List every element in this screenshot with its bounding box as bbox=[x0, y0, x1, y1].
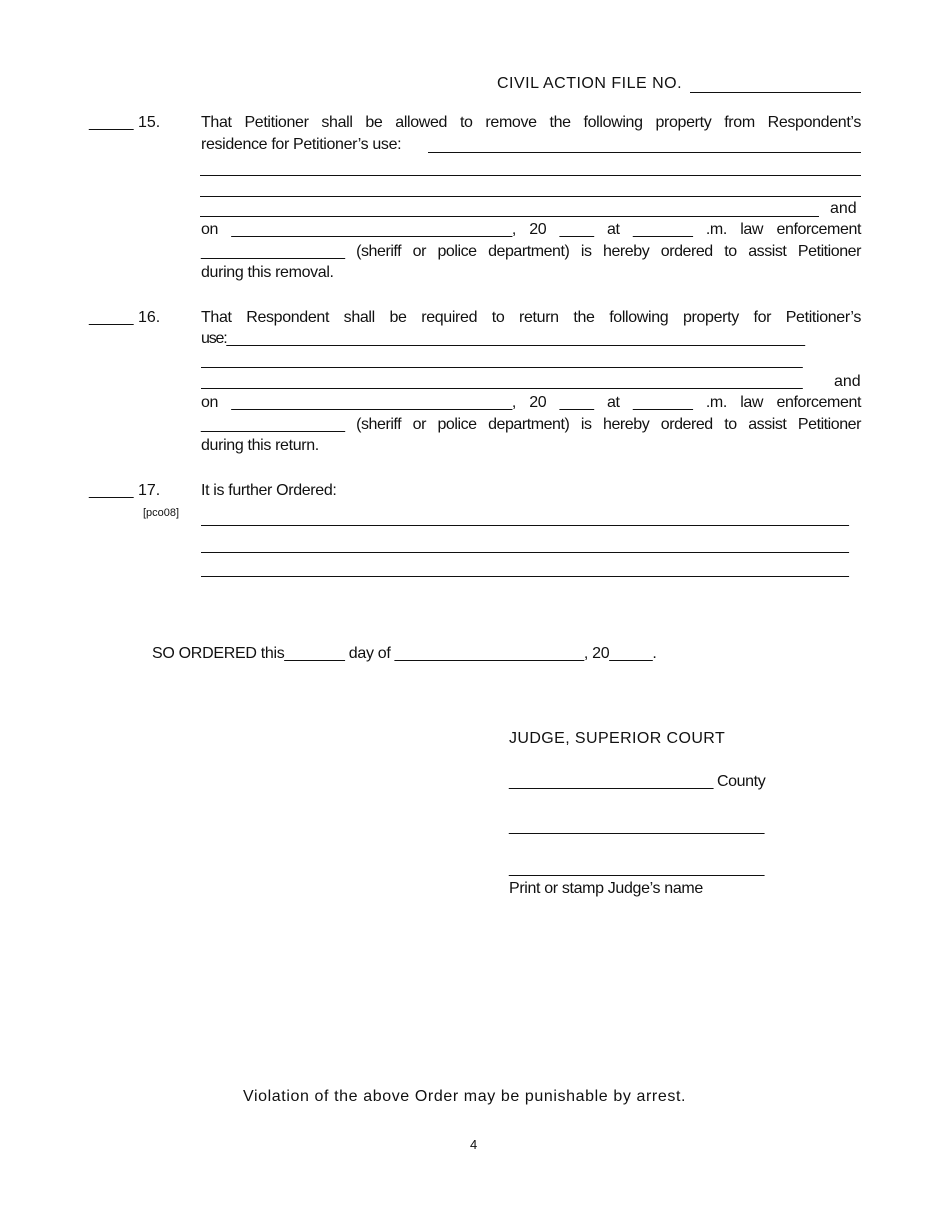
item-16-number: _____ 16. bbox=[89, 309, 161, 326]
item-15-and-word: and bbox=[830, 200, 857, 217]
item-16-and-word: and bbox=[834, 373, 861, 390]
item-17-blank-1[interactable]: ____________________________________________________________________________________ bbox=[201, 510, 848, 527]
item-16-sheriff-line: _________________ (sheriff or police department) is hereby ordered to assist Petitioner bbox=[201, 416, 861, 433]
violation-warning: Violation of the above Order may be punishable by arrest. bbox=[243, 1088, 687, 1105]
item-16-blank-line[interactable]: ______________________________________________________________________________ bbox=[201, 352, 802, 369]
item-16-text-line1: That Respondent shall be required to return the following property for Petitioner’s bbox=[201, 309, 861, 326]
civil-action-file-number-field[interactable] bbox=[690, 92, 861, 93]
judge-signature-line[interactable]: ______________________________ bbox=[509, 818, 764, 835]
civil-action-label: CIVIL ACTION FILE NO. bbox=[497, 75, 683, 92]
item-15-final-line: during this removal. bbox=[201, 264, 334, 281]
item-15-text-line1: That Petitioner shall be allowed to remove the following property from Respondent’s bbox=[201, 114, 861, 131]
item-17-code: [pco08] bbox=[143, 507, 180, 519]
item-17-blank-3[interactable]: ____________________________________________________________________________________ bbox=[201, 561, 848, 578]
page-number: 4 bbox=[470, 1137, 478, 1152]
county-line[interactable]: ________________________ County bbox=[509, 773, 766, 790]
judge-title: JUDGE, SUPERIOR COURT bbox=[509, 730, 726, 747]
judge-name-line[interactable]: ______________________________ bbox=[509, 860, 764, 877]
item-15-property-field-3[interactable] bbox=[200, 196, 861, 197]
item-16-use-line[interactable]: use:___________________________________________________________________________ bbox=[201, 330, 804, 347]
item-15-text-line2: residence for Petitioner’s use: bbox=[201, 136, 402, 153]
item-15-number: _____ 15. bbox=[89, 114, 161, 131]
item-17-number: _____ 17. bbox=[89, 482, 161, 499]
item-16-final-line: during this return. bbox=[201, 437, 319, 454]
item-15-property-field-2[interactable] bbox=[200, 175, 861, 176]
item-17-blank-2[interactable]: ____________________________________________________________________________________ bbox=[201, 537, 848, 554]
item-17-text: It is further Ordered: bbox=[201, 482, 337, 499]
item-15-sheriff-line: _________________ (sheriff or police department) is hereby ordered to assist Petitioner bbox=[201, 243, 861, 260]
so-ordered-line: SO ORDERED this_______ day of ______________________, 20_____. bbox=[152, 645, 657, 662]
item-16-blank-line-and[interactable]: ______________________________________________________________________________ bbox=[201, 373, 802, 390]
item-15-property-field-1[interactable] bbox=[428, 152, 861, 153]
item-15-on-line: on _________________________________, 20 ____ at _______ .m. law enforcement bbox=[201, 221, 861, 238]
judge-name-label: Print or stamp Judge’s name bbox=[509, 880, 703, 897]
item-15-property-field-4[interactable] bbox=[200, 216, 819, 217]
item-16-on-line: on _________________________________, 20 ____ at _______ .m. law enforcement bbox=[201, 394, 861, 411]
